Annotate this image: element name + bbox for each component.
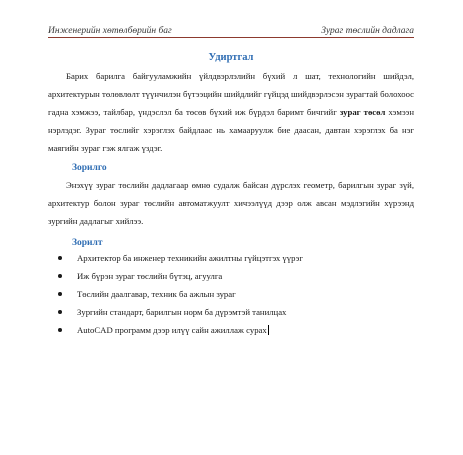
goal-item[interactable] [58,249,303,267]
intro-text-2: түүнчилэн бүтээцийн шийдлийг гүйцэд шийдвэрлэсэн зурагтай болохоос гадна хэмжээ, тайлбар, үндэслэл ба [48,89,414,117]
intro-paragraph[interactable] [48,67,414,157]
goals-list [58,249,303,339]
page-header [48,22,414,36]
purpose-heading: Зорилго [72,163,107,173]
bullet-icon [58,274,62,278]
purpose-paragraph[interactable] [48,176,414,230]
goal-item[interactable] [58,285,303,303]
goals-heading: Зорилт [72,238,103,248]
header-rule [48,37,414,38]
goal-text: Архитектор ба инженер техникийн ажилтны гүйцэтгэх үүрэг [77,253,303,263]
bullet-icon [58,256,62,260]
goal-item[interactable] [58,321,303,339]
intro-text-3: төсөв бүхий иж бүрдэл баримт бичгийг [185,107,337,117]
goal-text: AutoCAD программ дээр илүү сайн ажиллаж сурах [77,325,267,335]
header-left-text: Инженерийн хөтөлбөрийн баг [48,26,172,36]
bullet-icon [58,310,62,314]
goal-text: Иж бүрэн зураг төслийн бүтэц, агуулга [77,271,223,281]
header-right-text: Зураг төслийн дадлага [321,26,414,36]
text-cursor [268,325,269,335]
bullet-icon [58,292,62,296]
goal-item[interactable] [58,303,303,321]
intro-text-4: хэмээн нэрлэдэг. Зураг төслийг хэрэглэх байдлаас нь хамааруулж бие даасан, давтан хэрэглэх ба нэг маягийн зураг гэж ялгаж үздэг. [48,107,415,153]
intro-bold-term: зураг төсөл [339,107,386,117]
goal-text: Зургийн стандарт, барилгын норм ба дүрэмтэй танилцах [77,307,287,317]
goal-text: Төслийн даалгавар, техник ба ажлын зураг [77,289,236,299]
goal-item[interactable] [58,267,303,285]
intro-heading: Удиртгал [208,52,254,63]
purpose-text: Энэхүү зураг төслийн дадлагаар өмнө судалж байсан дүрслэх геометр, барилгын зураг зүй, архитектур болон зураг төслийн автоматжуулт хичээлүүд дээр олж авсан мэдлэгийн хүрээнд зургийн дадлагыг хийлээ. [48,180,414,226]
bullet-icon [58,328,62,332]
intro-text-1: Барих барилга байгууламжийн үйлдвэрлэлийн бүхий л шат, технологийн шийдэл, архитектурын төлөвлөлт [48,71,414,99]
